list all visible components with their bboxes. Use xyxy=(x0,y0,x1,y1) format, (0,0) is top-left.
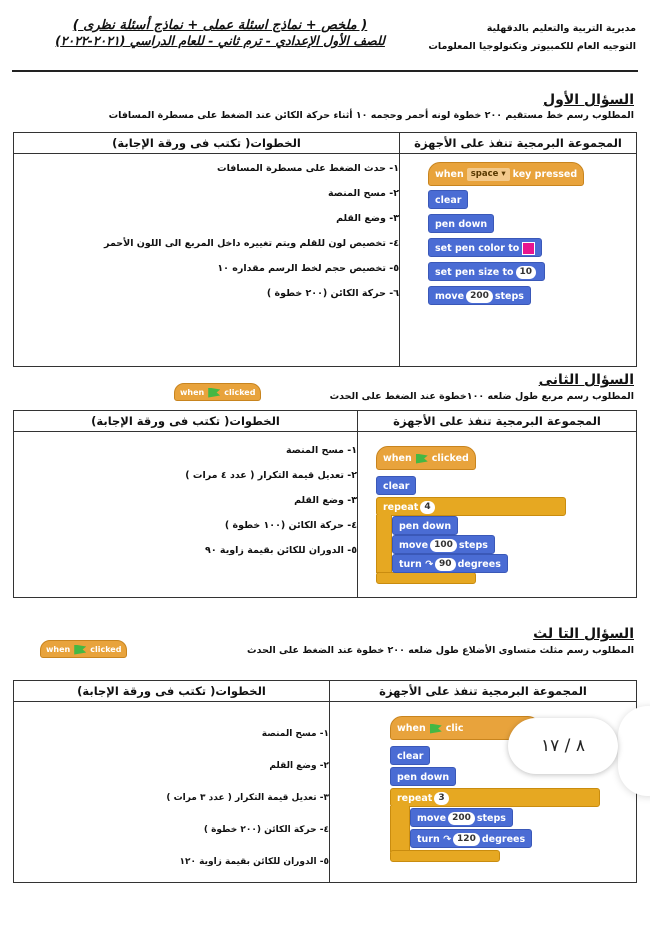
q3-steps-header: الخطوات( تكتب فى ورقة الإجابة) xyxy=(14,681,330,702)
doc-title-line1: ( ملخص + نماذج اسئلة عملى + نماذج أسئلة نظرى ) xyxy=(72,18,368,33)
q1-step-2: ٢- مسح المنصة xyxy=(328,188,399,199)
q3-blocks-header: المجموعة البرمجية تنفذ على الأجهزة xyxy=(330,681,637,702)
q1-when-key-block: when space ▾ key pressed xyxy=(428,162,584,186)
q3-step-5: ٥- الدوران للكائن بقيمة زاوية ١٢٠ xyxy=(179,857,329,867)
q1-blocks-cell xyxy=(400,154,637,367)
q2-repeat-block: repeat 4 xyxy=(376,497,566,516)
q2-step-2: ٢- تعديل قيمة التكرار ( عدد ٤ مرات ) xyxy=(185,470,357,481)
q3-when-flag-block: when clic xyxy=(390,716,540,740)
q3-step-1: ١- مسح المنصة xyxy=(261,729,329,739)
q2-step-3: ٣- وضع القلم xyxy=(294,495,357,506)
q2-clear-block: clear xyxy=(376,476,416,495)
q3-clear-block: clear xyxy=(390,746,430,765)
q1-step-1: ١- حدث الضغط على مسطرة المسافات xyxy=(217,163,399,174)
green-flag-icon xyxy=(430,724,442,734)
q3-repeat-block: repeat 3 xyxy=(390,788,600,807)
q1-steps-header: الخطوات( تكتب فى ورقة الإجابة) xyxy=(14,133,400,154)
q2-repeat-body xyxy=(376,515,392,573)
q2-when-flag-block: when clicked xyxy=(376,446,476,470)
q2-step-4: ٤- حركة الكائن (١٠٠ خطوة ) xyxy=(224,520,357,531)
green-flag-icon xyxy=(208,388,220,398)
q3-title: السؤال التا لث xyxy=(533,626,634,642)
q1-steps-cell xyxy=(14,154,400,367)
q2-move-block: move 100 steps xyxy=(392,535,495,554)
q3-pen-down-block: pen down xyxy=(390,767,456,786)
department-name: التوجيه العام للكمبيوتر وتكنولوجيا المعلومات xyxy=(428,41,636,52)
q3-repeat-body xyxy=(390,806,410,852)
scroll-edge-overlay xyxy=(618,706,650,796)
doc-title-line2: للصف الأول الإعدادي - ترم ثاني - للعام الدراسي (٢٠٢١-٢٠٢٢) xyxy=(55,33,385,48)
q1-step-5: ٥- تخصيص حجم لخط الرسم مقداره ١٠ xyxy=(217,263,399,274)
q1-step-6: ٦- حركة الكائن (٢٠٠ خطوة ) xyxy=(266,288,399,299)
q2-table xyxy=(13,410,637,598)
q3-steps-cell xyxy=(14,702,330,883)
q2-step-1: ١- مسح المنصة xyxy=(286,445,357,456)
q2-step-5: ٥- الدوران للكائن بقيمة زاوية ٩٠ xyxy=(205,545,357,556)
q3-text: المطلوب رسم مثلث متساوى الأضلاع طول ضلعه ٢٠٠ خطوة عند الضغط على الحدث xyxy=(247,645,634,656)
q1-blocks-header: المجموعة البرمجية تنفذ على الأجهزة xyxy=(400,133,637,154)
q3-step-4: ٤- حركة الكائن (٢٠٠ خطوة ) xyxy=(203,825,329,835)
q1-table xyxy=(13,132,637,367)
q3-table xyxy=(13,680,637,883)
directorate-name: مديرية التربية والتعليم بالدقهلية xyxy=(486,23,636,34)
q2-steps-header: الخطوات( تكتب فى ورقة الإجابة) xyxy=(14,411,358,432)
q2-title: السؤال الثانى xyxy=(538,372,634,388)
q1-move-block: move 200 steps xyxy=(428,286,531,305)
q2-text: المطلوب رسم مربع طول ضلعه ١٠٠خطوة عند الضغط على الحدث xyxy=(329,391,634,402)
q2-blocks-header: المجموعة البرمجية تنفذ على الأجهزة xyxy=(358,411,637,432)
page-indicator[interactable]: ٨ / ١٧ xyxy=(508,718,618,774)
q1-clear-block: clear xyxy=(428,190,468,209)
header-divider xyxy=(12,70,638,72)
q1-step-4: ٤- تخصيص لون للقلم ويتم تغييره داخل المربع الى اللون الأحمر xyxy=(104,238,399,249)
q1-step-3: ٣- وضع القلم xyxy=(336,213,399,224)
header-title-block xyxy=(40,18,400,48)
q1-set-pen-color-block: set pen color to xyxy=(428,238,542,257)
q1-pen-down-block: pen down xyxy=(428,214,494,233)
q3-step-2: ٢- وضع القلم xyxy=(269,761,329,771)
q1-text: المطلوب رسم خط مستقيم ٢٠٠ خطوة لونه أحمر وحجمه ١٠ أثناء حركة الكائن عند الضغط على مسطرة المسافات xyxy=(108,110,634,121)
q3-repeat-end xyxy=(390,850,500,862)
q2-turn-block: turn ↷ 90 degrees xyxy=(392,554,508,573)
q1-set-pen-size-block: set pen size to 10 xyxy=(428,262,545,281)
key-dropdown: space ▾ xyxy=(467,168,510,181)
header-directorate-block xyxy=(428,20,636,56)
q1-title: السؤال الأول xyxy=(543,92,634,108)
q3-turn-block: turn ↷ 120 degrees xyxy=(410,829,532,848)
q2-mini-when-flag: when clicked xyxy=(174,383,261,401)
q2-steps-cell xyxy=(14,432,358,598)
q3-step-3: ٣- تعديل قيمة التكرار ( عدد ٣ مرات ) xyxy=(166,793,329,803)
q2-blocks-cell xyxy=(358,432,637,598)
q3-mini-when-flag: when clicked xyxy=(40,640,127,658)
rotate-icon: ↷ xyxy=(443,834,452,845)
pen-color-swatch xyxy=(522,242,535,255)
rotate-icon: ↷ xyxy=(425,559,434,570)
green-flag-icon xyxy=(74,645,86,655)
q3-move-block: move 200 steps xyxy=(410,808,513,827)
green-flag-icon xyxy=(416,454,428,464)
q2-pen-down-block: pen down xyxy=(392,516,458,535)
